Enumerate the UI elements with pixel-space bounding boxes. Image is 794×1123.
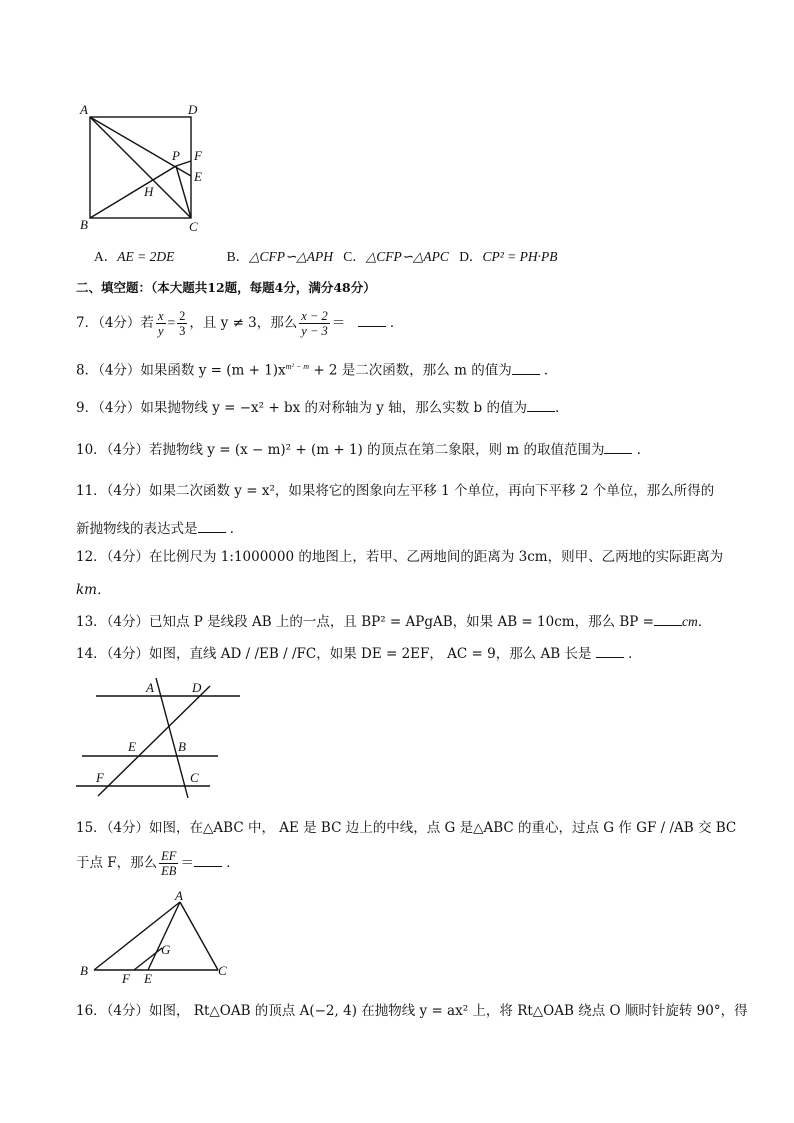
fig2-label-d: D — [192, 680, 202, 695]
question-9: 9．（4分）如果抛物线 y = −x² + bx 的对称轴为 y 轴，那么实数 b 的值为 ． — [76, 397, 568, 418]
figure-square — [76, 100, 216, 235]
fig1-label-d: D — [188, 102, 198, 117]
fig2-label-a: A — [146, 680, 154, 695]
fig3-label-a: A — [175, 890, 183, 903]
fig3-label-c: C — [218, 963, 227, 978]
fig1-label-c: C — [189, 219, 198, 234]
question-15-line-2: 于点 F，那么 $\frac{EF}{EB}$ ＝ ． — [76, 849, 240, 878]
question-16: 16．（4分）如图， Rt△OAB 的顶点 A(−2, 4) 在抛物线 y = ax² 上，将 Rt△OAB 绕点 O 顺时针旋转 90°，得 — [76, 1003, 748, 1019]
question-11-line-2: 新抛物线的表达式是 ． — [76, 518, 243, 539]
fig1-label-b: B — [80, 217, 88, 232]
fig1-label-p: P — [172, 148, 180, 163]
q6-option-d[interactable]: D．CP² = PH·PB — [459, 249, 558, 264]
fig2-label-c: C — [190, 770, 199, 785]
question-12-line-2: km． — [76, 582, 111, 598]
question-13: 13．（4分）已知点 P 是线段 AB 上的一点，且 BP² = APgAB，如果 AB = 10cm，那么 BP = cm． — [76, 611, 711, 632]
q7-fraction-expression: $\frac{x - 2}{y - 3}$ — [301, 309, 328, 338]
q7-fraction-2-over-3: $\frac{2}{3}$ — [179, 309, 186, 338]
q10-answer-blank[interactable] — [604, 439, 632, 454]
q7-fraction-x-over-y: $\frac{x}{y}$ — [157, 309, 164, 338]
fig1-label-f: F — [194, 148, 202, 163]
question-12-line-1: 12．（4分）在比例尺为 1:1000000 的地图上，若甲、乙两地间的距离为 3cm，则甲、乙两地的实际距离为 — [76, 549, 724, 565]
fig2-label-b: B — [178, 739, 186, 754]
fig1-label-a: A — [80, 102, 88, 117]
section-fill-in-title: 二、填空题：（本大题共12题，每题4分，满分48分） — [76, 280, 376, 295]
q6-options — [94, 247, 557, 267]
question-10: 10．（4分）若抛物线 y = (x − m)² + (m + 1) 的顶点在第二象限，则 m 的取值范围为 ． — [76, 439, 650, 460]
q7-answer-blank[interactable] — [358, 312, 386, 327]
figure-parallel-lines — [76, 676, 246, 801]
question-11-line-1: 11．（4分）如果二次函数 y = x²，如果将它的图象向左平移 1 个单位，再向下平移 2 个单位，那么所得的 — [76, 483, 715, 499]
q11-answer-blank[interactable] — [198, 518, 226, 533]
fig2-label-f: F — [96, 770, 104, 785]
fig1-label-e: E — [194, 169, 202, 184]
fig3-label-g: G — [161, 942, 171, 957]
q13-answer-blank[interactable] — [654, 611, 682, 626]
q6-option-c[interactable]: C．△CFP∽△APC — [343, 249, 449, 264]
question-7: 7．（4分）若 $\frac{x}{y}$ = $\frac{2}{3}$ ，且 y ≠ 3，那么 $\frac{x - 2}{y - 3}$ ＝ ． — [76, 309, 404, 338]
q6-option-a[interactable]: A．AE = 2DE — [94, 249, 175, 264]
fig3-label-f: F — [122, 971, 130, 986]
fig1-label-h: H — [144, 184, 154, 199]
q14-answer-blank[interactable] — [596, 643, 624, 658]
q15-answer-blank[interactable] — [194, 852, 222, 867]
question-14: 14．（4分）如图，直线 AD / /EB / /FC，如果 DE = 2EF， AC = 9，那么 AB 长是 ． — [76, 643, 642, 664]
fig3-label-e: E — [144, 971, 152, 986]
q9-answer-blank[interactable] — [527, 397, 555, 412]
q6-option-b[interactable]: B．△CFP∽△APH — [226, 249, 333, 264]
question-8: 8．（4分）如果函数 $y = (m + 1)x^{m^2 - m} + 2$ 是二次函数，那么 m 的值为 ． — [76, 357, 558, 381]
q15-fraction-ef-over-eb: $\frac{EF}{EB}$ — [161, 849, 177, 878]
fig3-label-b: B — [80, 963, 88, 978]
figure-triangle — [76, 890, 236, 988]
fig2-label-e: E — [128, 739, 136, 754]
q8-answer-blank[interactable] — [512, 360, 540, 375]
question-15-line-1: 15．（4分）如图，在△ABC 中， AE 是 BC 边上的中线，点 G 是△ABC 的重心，过点 G 作 GF / /AB 交 BC — [76, 820, 737, 836]
